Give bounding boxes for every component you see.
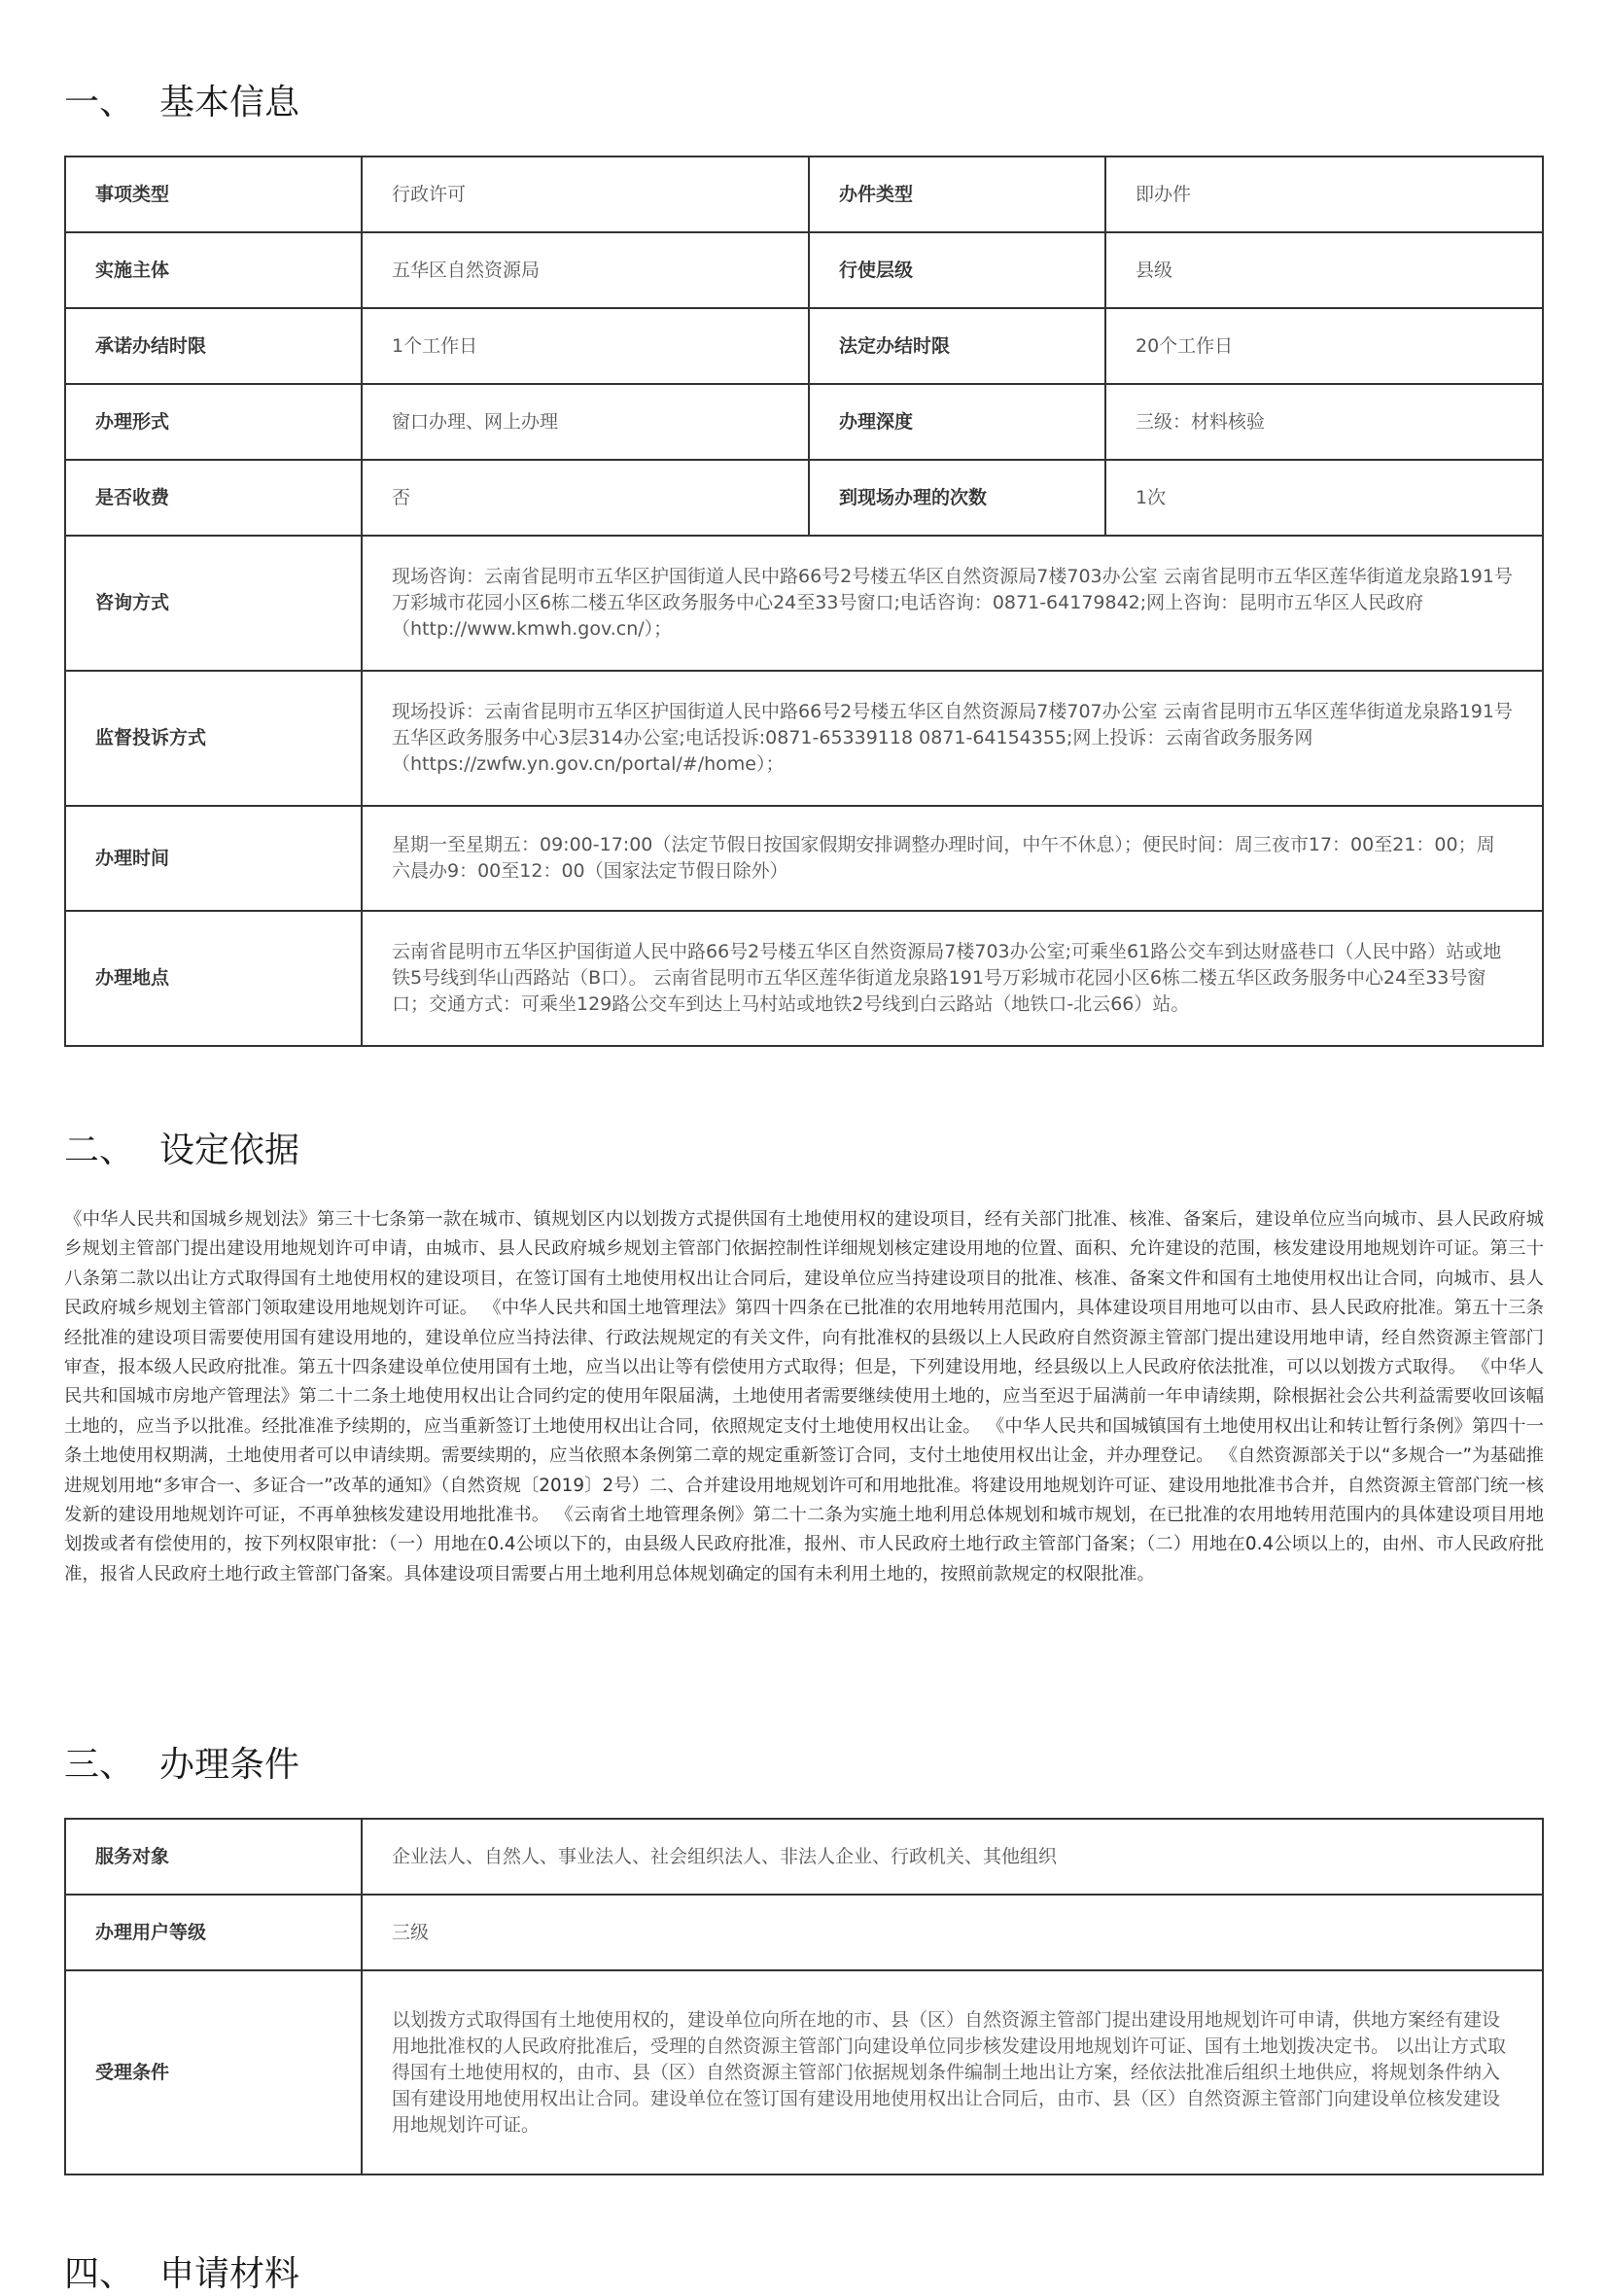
charge-label: 是否收费 [65, 460, 362, 536]
handle-depth-value: 三级：材料核验 [1105, 384, 1543, 460]
section-title-text: 基本信息 [159, 83, 300, 122]
charge-value: 否 [362, 460, 809, 536]
visits-value: 1次 [1105, 460, 1543, 536]
handle-depth-label: 办理深度 [809, 384, 1105, 460]
accept-cond-label: 受理条件 [65, 1970, 362, 2174]
table-row [65, 232, 1543, 308]
table-row [65, 460, 1543, 536]
section-title-text: 办理条件 [159, 1745, 300, 1785]
user-level-label: 办理用户等级 [65, 1895, 362, 1970]
legal-limit-value: 20个工作日 [1105, 308, 1543, 384]
handle-form-label: 办理形式 [65, 384, 362, 460]
table-row [65, 308, 1543, 384]
promise-limit-value: 1个工作日 [362, 308, 809, 384]
matter-type-value: 行政许可 [362, 157, 809, 232]
time-value: 星期一至星期五：09:00-17:00（法定节假日按国家假期安排调整办理时间，中午不休息）；便民时间：周三夜市17：00至21：00；周六晨办9：00至12：00（国家法定节假日除外） [362, 806, 1543, 911]
section-title-basis [64, 1130, 299, 1172]
section-title-text: 设定依据 [159, 1131, 300, 1170]
accept-cond-value: 以划拨方式取得国有土地使用权的，建设单位向所在地的市、县（区）自然资源主管部门提出建设用地规划许可申请，供地方案经有建设用地批准权的人民政府批准后，受理的自然资源主管部门向建设单位同步核发建设用地规划许可证、国有土地划拨决定书。 以出让方式取得国有土地使用权的，由市、县（区）自然资源主管部门依据规划条件编制土地出让方案，经依法批准后组织土地供应，将规划条件纳入国有建设用地使用权出让合同。建设单位在签订国有建设用地使用权出让合同后，由市、县（区）自然资源主管部门向建设单位核发建设用地规划许可证。 [362, 1970, 1543, 2174]
user-level-value: 三级 [362, 1895, 1543, 1970]
place-label: 办理地点 [65, 911, 362, 1046]
table-row [65, 157, 1543, 232]
place-value: 云南省昆明市五华区护国街道人民中路66号2号楼五华区自然资源局7楼703办公室;可乘坐61路公交车到达财盛巷口（人民中路）站或地铁5号线到华山西路站（B口）。 云南省昆明市五华区莲华街道龙泉路191号万彩城市花园小区6栋二楼五华区政务服务中心24至33号窗口；交通方式：可乘坐129路公交车到达上马村站或地铁2号线到白云路站（地铁口-北云66）站。 [362, 911, 1543, 1046]
impl-subject-value: 五华区自然资源局 [362, 232, 809, 308]
promise-limit-label: 承诺办结时限 [65, 308, 362, 384]
handle-form-value: 窗口办理、网上办理 [362, 384, 809, 460]
section-number: 一、 [64, 83, 135, 122]
service-target-value: 企业法人、自然人、事业法人、社会组织法人、非法人企业、行政机关、其他组织 [362, 1819, 1543, 1895]
table-row [65, 536, 1543, 671]
legal-limit-label: 法定办结时限 [809, 308, 1105, 384]
time-label: 办理时间 [65, 806, 362, 911]
exercise-level-label: 行使层级 [809, 232, 1105, 308]
section-number: 三、 [64, 1745, 135, 1785]
exercise-level-value: 县级 [1105, 232, 1543, 308]
basis-paragraph: 《中华人民共和国城乡规划法》第三十七条第一款在城市、镇规划区内以划拨方式提供国有土地使用权的建设项目，经有关部门批准、核准、备案后，建设单位应当向城市、县人民政府城乡规划主管部门提出建设用地规划许可申请，由城市、县人民政府城乡规划主管部门依据控制性详细规划核定建设用地的位置、面积、允许建设的范围，核发建设用地规划许可证。第三十八条第二款以出让方式取得国有土地使用权的建设项目，在签订国有土地使用权出让合同后，建设单位应当持建设项目的批准、核准、备案文件和国有土地使用权出让合同，向城市、县人民政府城乡规划主管部门领取建设用地规划许可证。 《中华人民共和国土地管理法》第四十四条在已批准的农用地转用范围内，具体建设项目用地可以由市、县人民政府批准。第五十三条经批准的建设项目需要使用国有建设用地的，建设单位应当持法律、行政法规规定的有关文件，向有批准权的县级以上人民政府自然资源主管部门提出建设用地申请，经自然资源主管部门审查，报本级人民政府批准。第五十四条建设单位使用国有土地，应当以出让等有偿使用方式取得；但是，下列建设用地，经县级以上人民政府依法批准，可以以划拨方式取得。 《中华人民共和国城市房地产管理法》第二十二条土地使用权出让合同约定的使用年限届满，土地使用者需要继续使用土地的，应当至迟于届满前一年申请续期，除根据社会公共利益需要收回该幅土地的，应当予以批准。经批准准予续期的，应当重新签订土地使用权出让合同，依照规定支付土地使用权出让金。 《中华人民共和国城镇国有土地使用权出让和转让暂行条例》第四十一条土地使用权期满，土地使用者可以申请续期。需要续期的，应当依照本条例第二章的规定重新签订合同，支付土地使用权出让金，并办理登记。 《自然资源部关于以“多规合一”为基础推进规划用地“多审合一、多证合一”改革的通知》（自然资规〔2019〕2号）二、合并建设用地规划许可和用地批准。将建设用地规划许可证、建设用地批准书合并，自然资源主管部门统一核发新的建设用地规划许可证，不再单独核发建设用地批准书。 《云南省土地管理条例》第二十二条为实施土地利用总体规划和城市规划，在已批准的农用地转用范围内的具体建设项目用地划拨或者有偿使用的，按下列权限审批：（一）用地在0.4公顷以下的，由县级人民政府批准，报州、市人民政府土地行政主管部门备案；（二）用地在0.4公顷以上的，由州、市人民政府批准，报省人民政府土地行政主管部门备案。具体建设项目需要占用土地利用总体规划确定的国有未利用土地的，按照前款规定的权限批准。 [64, 1209, 1544, 1584]
table-row [65, 671, 1543, 806]
section-title-basic-info [64, 82, 299, 124]
basic-info-table [64, 156, 1544, 1047]
table-row [65, 806, 1543, 911]
handle-type-value: 即办件 [1105, 157, 1543, 232]
conditions-table [64, 1818, 1544, 2175]
table-row [65, 1895, 1543, 1970]
section-number: 二、 [64, 1131, 135, 1170]
table-row [65, 1819, 1543, 1895]
section-title-text: 申请材料 [159, 2254, 300, 2294]
consult-label: 咨询方式 [65, 536, 362, 671]
table-row [65, 911, 1543, 1046]
section-title-materials [64, 2253, 299, 2296]
impl-subject-label: 实施主体 [65, 232, 362, 308]
table-row [65, 1970, 1543, 2174]
complaint-value: 现场投诉：云南省昆明市五华区护国街道人民中路66号2号楼五华区自然资源局7楼707办公室 云南省昆明市五华区莲华街道龙泉路191号五华区政务服务中心3层314办公室;电话投诉:0871-65339118 0871-64154355;网上投诉：云南省政务服务网（https://zwfw.yn.gov.cn/portal/#/home）； [362, 671, 1543, 806]
handle-type-label: 办件类型 [809, 157, 1105, 232]
visits-label: 到现场办理的次数 [809, 460, 1105, 536]
table-row [65, 384, 1543, 460]
matter-type-label: 事项类型 [65, 157, 362, 232]
consult-value: 现场咨询：云南省昆明市五华区护国街道人民中路66号2号楼五华区自然资源局7楼703办公室 云南省昆明市五华区莲华街道龙泉路191号万彩城市花园小区6栋二楼五华区政务服务中心24至33号窗口;电话咨询：0871-64179842;网上咨询：昆明市五华区人民政府（http://www.kmwh.gov.cn/）； [362, 536, 1543, 671]
complaint-label: 监督投诉方式 [65, 671, 362, 806]
section-title-conditions [64, 1744, 299, 1787]
service-target-label: 服务对象 [65, 1819, 362, 1895]
section-number: 四、 [64, 2254, 135, 2294]
